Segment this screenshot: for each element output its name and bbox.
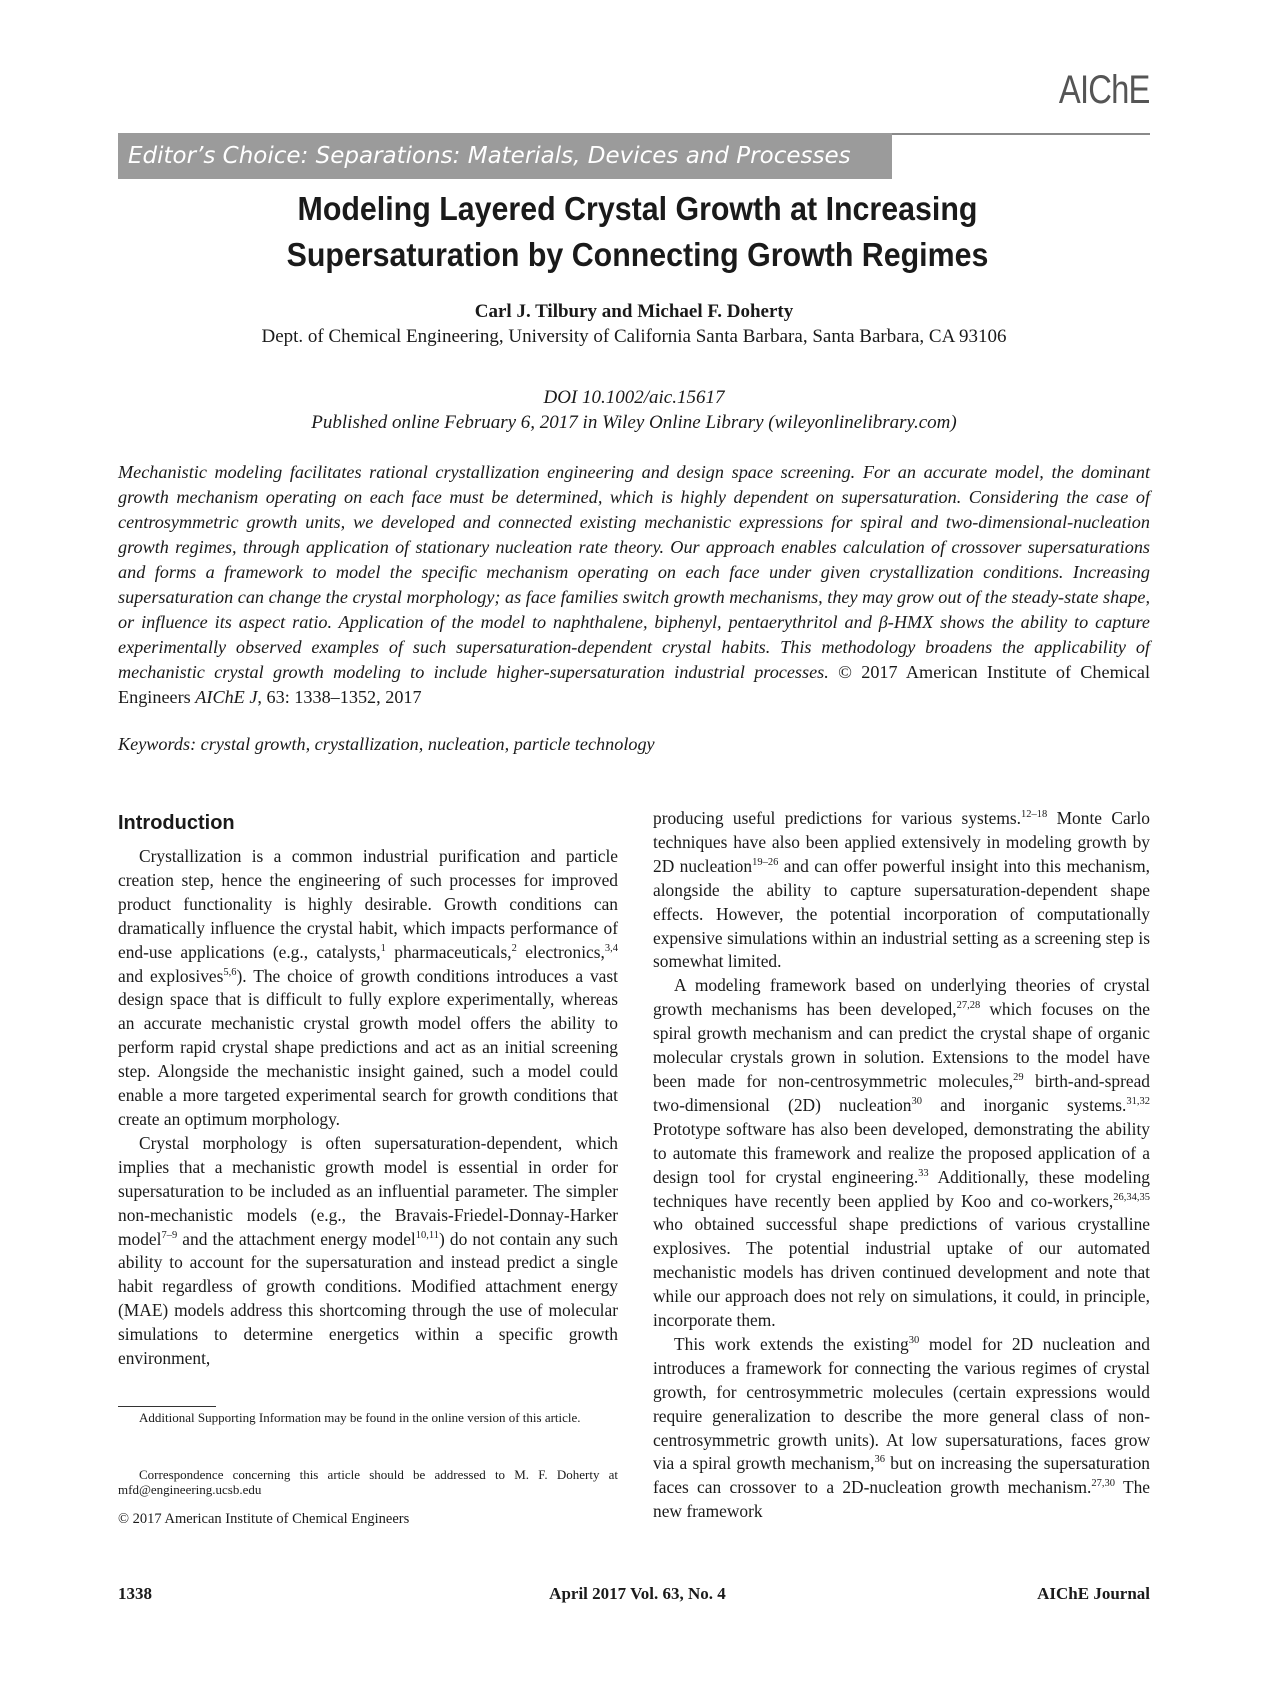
section-banner: Editor’s Choice: Separations: Materials, Devices and Processes bbox=[118, 133, 892, 179]
right-column bbox=[653, 807, 1150, 1524]
author-list: Carl J. Tilbury and Michael F. Doherty bbox=[474, 301, 794, 322]
journal-logo: AIChE bbox=[1059, 68, 1150, 112]
paragraph: producing useful predictions for various systems.$^{12-18}$ Monte Carlo techniques have also been applied extensively in modeling growth by 2D nucleation$^{19-26}$ and can offer powerful insight into this mechanism, alongside the ability to capture supersaturation-dependent shape effects. However, the potential incorporation of computationally expensive simulations within an industrial setting as a screening step is somewhat limited. bbox=[653, 808, 1150, 972]
abstract-copyright: © 2017 American Institute of Chemical Engineers bbox=[118, 662, 1150, 707]
journal-name: AIChE Journal bbox=[1037, 1584, 1150, 1603]
issue-info: April 2017 Vol. 63, No. 4 bbox=[549, 1584, 726, 1603]
footnote-supporting-info: Additional Supporting Information may be found in the online version of this article. bbox=[139, 1410, 581, 1425]
footnote-rule bbox=[118, 1406, 216, 1407]
citation: , 63: 1338–1352, 2017 bbox=[257, 687, 422, 707]
journal-abbrev: AIChE J bbox=[195, 687, 258, 707]
paragraph: This work extends the existing$^{30}$ model for 2D nucleation and introduces a framework for connecting the various regimes of crystal growth, for centrosymmetric molecules (certain expressions would require generalization to describe the more general class of non-centrosymmetric growth units). At low supersaturations, faces grow via a spiral growth mechanism,$^{36}$ but on increasing the supersaturation faces can crossover to a 2D-nucleation growth mechanism.$^{27,30}$ The new framework bbox=[653, 1333, 1151, 1522]
footnote-copyright: © 2017 American Institute of Chemical Engineers bbox=[118, 1511, 410, 1527]
section-heading-introduction: Introduction bbox=[118, 812, 235, 834]
abstract bbox=[118, 460, 1150, 710]
keywords: Keywords: crystal growth, crystallization, nucleation, particle technology bbox=[118, 734, 655, 754]
page-number: 1338 bbox=[118, 1584, 152, 1603]
publication-info: Published online February 6, 2017 in Wiley Online Library (wileyonlinelibrary.com) bbox=[311, 412, 957, 433]
left-column bbox=[118, 845, 618, 1371]
paragraph: Crystallization is a common industrial purification and particle creation step, hence the engineering of such processes for improved product functionality is highly desirable. Growth conditions can dramatically influence the crystal habit, which impacts performance of end-use applications (e.g., catalysts,$^1$ pharmaceuticals,$^2$ electronics,$^{3,4}$ and explosives$^{5,6}$). The choice of growth conditions introduces a vast design space that is difficult to fully explore experimentally, whereas an accurate mechanistic crystal growth model offers the ability to perform rapid crystal shape predictions and act as an initial screening step. Alongside the mechanistic insight gained, such a model could enable a more targeted experimental search for growth conditions that create an optimum morphology. bbox=[118, 846, 618, 1129]
doi: DOI 10.1002/aic.15617 bbox=[543, 387, 725, 408]
footnote-correspondence: Correspondence concerning this article should be addressed to M. F. Doherty at mfd@engineering.ucsb.edu bbox=[118, 1467, 618, 1497]
affiliation: Dept. of Chemical Engineering, University of California Santa Barbara, Santa Barbara, CA 93106 bbox=[261, 326, 1007, 347]
article-title: Modeling Layered Crystal Growth at Increasing Supersaturation by Connecting Growth Regimes bbox=[286, 190, 989, 273]
paragraph: A modeling framework based on underlying theories of crystal growth mechanisms has been developed,$^{27,28}$ which focuses on the spiral growth mechanism and can predict the crystal shape of organic molecular crystals grown in solution. Extensions to the model have been made for non-centrosymmetric molecules,$^{29}$ birth-and-spread two-dimensional (2D) nucleation$^{30}$ and inorganic systems.$^{31,32}$ Prototype software has also been developed, demonstrating the ability to automate this framework and realize the proposed application of a design tool for crystal engineering.$^{33}$ Additionally, these modeling techniques have recently been applied by Koo and co-workers,$^{26,34,35}$ who obtained successful shape predictions of various crystalline explosives. The potential industrial uptake of our automated mechanistic models has driven continued development and note that while our approach does not rely on simulations, it could, in principle, incorporate them. bbox=[653, 975, 1151, 1331]
abstract-text: Mechanistic modeling facilitates rational crystallization engineering and design space screening. For an accurate model, the dominant growth mechanism operating on each face must be determined, which is highly dependent on supersaturation. Considering the case of centrosymmetric growth units, we developed and connected existing mechanistic expressions for spiral and two-dimensional-nucleation growth regimes, through application of stationary nucleation rate theory. Our approach enables calculation of crossover supersaturations and forms a framework to model the specific mechanism operating on each face under given crystallization conditions. Increasing supersaturation can change the crystal morphology; as face families switch growth mechanisms, they may grow out of the steady-state shape, or influence its aspect ratio. Application of the model to naphthalene, biphenyl, pentaerythritol and β-HMX shows the ability to capture experimentally observed examples of such supersaturation-dependent crystal habits. This methodology broadens the applicability of mechanistic crystal growth modeling to include higher-supersaturation industrial processes. bbox=[118, 462, 1150, 682]
paragraph: Crystal morphology is often supersaturation-dependent, which implies that a mechanistic growth model is essential in order for supersaturation to be included as an influential parameter. The simpler non-mechanistic models (e.g., the Bravais-Friedel-Donnay-Harker model$^{7-9}$ and the attachment energy model$^{10,11}$) do not contain any such ability to account for the supersaturation and instead predict a single habit regardless of growth conditions. Modified attachment energy (MAE) models address this shortcoming through the use of molecular simulations to determine energetics within a specific growth environment, bbox=[118, 1132, 618, 1369]
